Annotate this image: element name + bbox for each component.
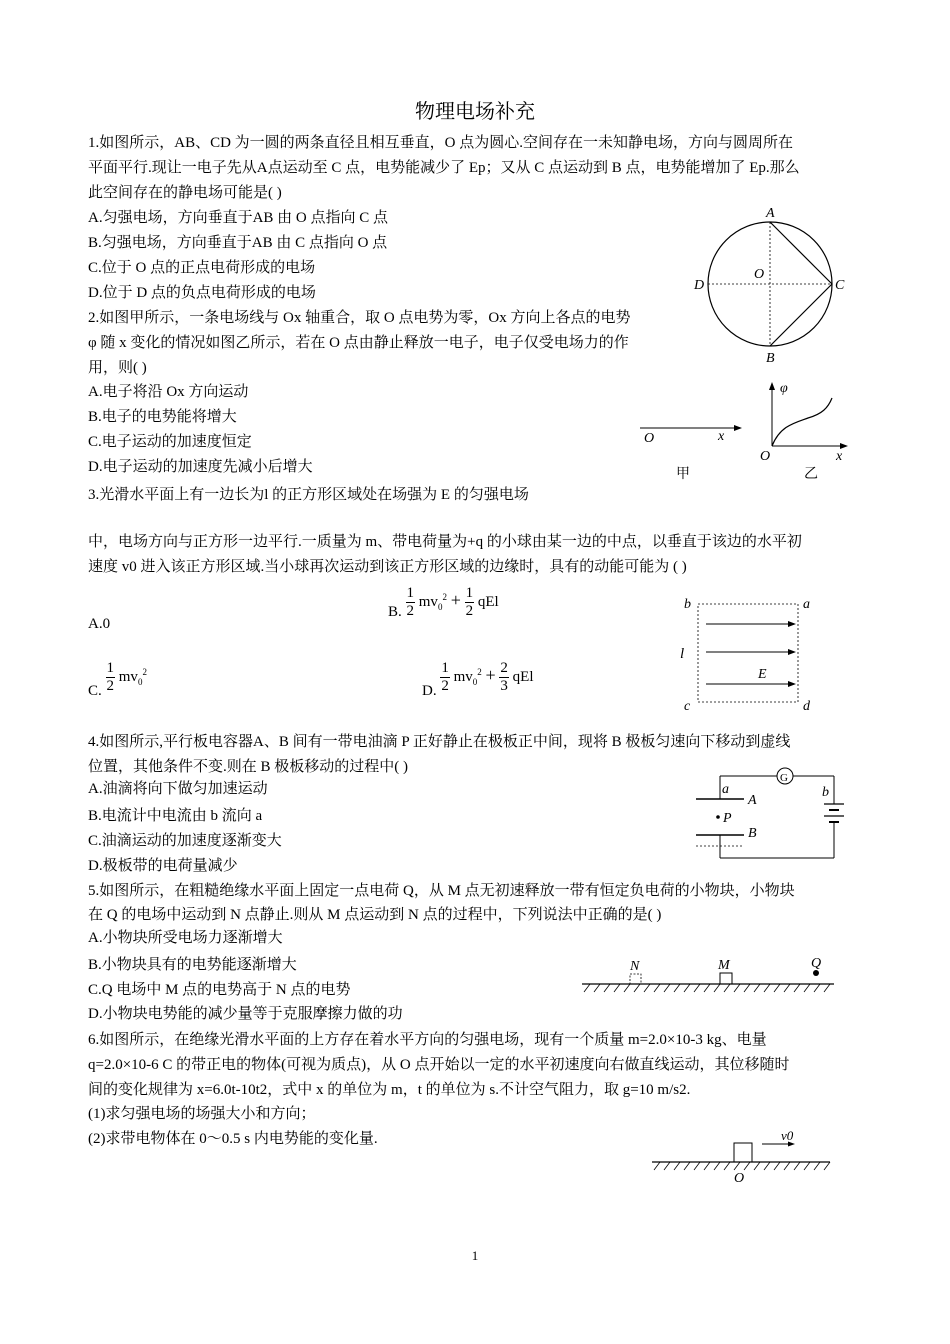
- q5-label-m: M: [718, 958, 730, 973]
- q4-option-a: A.油滴将向下做匀加速运动: [88, 781, 268, 797]
- fraction: [465, 585, 475, 620]
- fraction: [106, 660, 116, 695]
- q3-label-a: a: [803, 597, 810, 612]
- q3-option-b: [388, 585, 499, 621]
- q3-option-a: A.0: [88, 616, 111, 632]
- q4-option-c: C.油滴运动的加速度逐渐变大: [88, 833, 282, 849]
- fraction: [499, 660, 509, 695]
- q1-label-d: D: [694, 278, 705, 293]
- q5-option-b: B.小物块具有的电势能逐渐增大: [88, 957, 297, 973]
- q3-d-label: D.: [422, 682, 437, 699]
- q1-label-o: O: [754, 267, 765, 282]
- numerator: 1: [465, 585, 474, 601]
- superscript: 2: [142, 666, 147, 677]
- q1-label-c: C: [835, 278, 845, 293]
- q3-b-label: B.: [388, 603, 402, 620]
- q2-label-jia: 甲: [676, 467, 690, 482]
- q3-stem-line1: 3.光滑水平面上有一边长为l 的正方形区域处在场强为 E 的匀强电场: [88, 487, 529, 503]
- numerator: 2: [500, 660, 508, 676]
- subscript: 0: [472, 676, 478, 687]
- denominator: 2: [465, 603, 474, 619]
- mv-term: mv: [118, 668, 138, 685]
- q1-label-a: A: [766, 206, 775, 221]
- q3-square-field-diagram: [676, 592, 826, 718]
- q4-stem-line2: 位置，其他条件不变.则在 B 极板移动的过程中( ): [88, 759, 408, 775]
- q6-stem-line2: q=2.0×10-6 C 的带正电的物体(可视为质点)，从 O 点开始以一定的水平初速度向右做直线运动，其位移随时: [88, 1057, 790, 1073]
- q3-label-l: l: [680, 646, 685, 662]
- superscript: 2: [442, 591, 447, 602]
- q1-option-d: D.位于 D 点的负点电荷形成的电场: [88, 285, 316, 301]
- q6-label-o: O: [734, 1171, 745, 1186]
- q2-label-o2: O: [760, 449, 771, 464]
- q2-stem-line2: φ 随 x 变化的情况如图乙所示，若在 O 点由静止释放一电子，电子仅受电场力的作: [88, 335, 629, 351]
- q2-label-o1: O: [644, 431, 655, 446]
- q3-label-c: c: [684, 699, 691, 714]
- q5-option-c: C.Q 电场中 M 点的电势高于 N 点的电势: [88, 982, 351, 998]
- plus-sign: +: [450, 589, 461, 610]
- numerator: 1: [406, 585, 415, 601]
- qel-term: qEl: [477, 593, 499, 610]
- q6-label-v0: v0: [781, 1128, 794, 1143]
- q4-stem-line1: 4.如图所示,平行板电容器A、B 间有一带电油滴 P 正好静止在极板正中间，现将 B 极板匀速向下移动到虚线: [88, 734, 791, 750]
- q5-option-a: A.小物块所受电场力逐渐增大: [88, 930, 283, 946]
- q4-label-a-plate: A: [748, 793, 757, 808]
- numerator: 1: [441, 660, 449, 676]
- q1-option-b: B.匀强电场，方向垂直于AB 由 C 点指向 O 点: [88, 235, 388, 251]
- denominator: 2: [106, 678, 115, 694]
- denominator: 2: [441, 678, 449, 694]
- page-title: 物理电场补充: [415, 99, 535, 123]
- qel-term: qEl: [512, 668, 534, 685]
- subscript: 0: [137, 676, 143, 687]
- q4-option-d: D.极板带的电荷量减少: [88, 858, 238, 874]
- q6-part-2: (2)求带电物体在 0～0.5 s 内电势能的变化量.: [88, 1131, 378, 1147]
- q3-label-e: E: [758, 667, 767, 682]
- q1-circle-diagram: [688, 200, 858, 372]
- denominator: 2: [406, 603, 415, 619]
- q4-label-b-plate: B: [748, 826, 757, 841]
- q3-stem-line2: 中，电场方向与正方形一边平行.一质量为 m、带电荷量为+q 的小球由某一边的中点，以垂直于该边的水平初: [88, 534, 802, 550]
- q1-stem-line2: 平面平行.现让一电子先从A点运动至 C 点，电势能减少了 Ep；又从 C 点运动到 B 点，电势能增加了 Ep.那么: [88, 160, 800, 176]
- q4-option-b: B.电流计中电流由 b 流向 a: [88, 808, 263, 824]
- q4-label-p: P: [723, 811, 732, 826]
- fraction: [440, 660, 450, 695]
- q2-label-x1: x: [718, 429, 725, 444]
- q2-label-x2: x: [836, 449, 843, 464]
- q5-label-n: N: [630, 959, 640, 974]
- q6-motion-diagram: [648, 1126, 834, 1188]
- q5-stem-line1: 5.如图所示，在粗糙绝缘水平面上固定一点电荷 Q，从 M 点无初速释放一带有恒定负电荷的小物块，小物块: [88, 883, 795, 899]
- q4-galvanometer-icon: G: [780, 772, 788, 784]
- q6-stem-line1: 6.如图所示，在绝缘光滑水平面的上方存在着水平方向的匀强电场，现有一个质量 m=2.0×10-3 kg、电量: [88, 1032, 767, 1048]
- q5-option-d: D.小物块电势能的减少量等于克服摩擦力做的功: [88, 1006, 403, 1022]
- subscript: 0: [437, 601, 443, 612]
- q3-label-b: b: [684, 597, 691, 612]
- q2-stem-line1: 2.如图甲所示，一条电场线与 Ox 轴重合，取 O 点电势为零，Ox 方向上各点的电势: [88, 310, 631, 326]
- mv-term: mv: [453, 668, 473, 685]
- q2-stem-line3: 用，则( ): [88, 360, 147, 376]
- plus-sign: +: [485, 664, 496, 685]
- q1-label-b: B: [766, 351, 775, 366]
- mv-term: mv: [418, 593, 438, 610]
- fraction: [406, 585, 416, 620]
- q2-option-c: C.电子运动的加速度恒定: [88, 434, 252, 450]
- denominator: 3: [500, 678, 508, 694]
- q2-field-diagrams: [630, 378, 860, 488]
- q3-c-label: C.: [88, 682, 102, 699]
- q2-option-d: D.电子运动的加速度先减小后增大: [88, 459, 313, 475]
- q4-capacitor-circuit: [680, 766, 850, 862]
- q6-stem-line3: 间的变化规律为 x=6.0t-10t2，式中 x 的单位为 m，t 的单位为 s.不计空气阻力，取 g=10 m/s2.: [88, 1082, 691, 1098]
- superscript: 2: [477, 666, 482, 677]
- q2-label-phi: φ: [780, 381, 788, 396]
- q5-surface-diagram: [578, 952, 840, 998]
- q3-stem-line3: 速度 v0 进入该正方形区域.当小球再次运动到该正方形区域的边缘时，具有的动能可能为 ( ): [88, 559, 687, 575]
- q1-option-c: C.位于 O 点的正点电荷形成的电场: [88, 260, 316, 276]
- q6-part-1: (1)求匀强电场的场强大小和方向；: [88, 1106, 316, 1122]
- numerator: 1: [106, 660, 115, 676]
- q3-label-d: d: [803, 699, 810, 714]
- q3-option-c: [88, 660, 147, 700]
- q5-label-q: Q: [811, 956, 822, 971]
- q1-stem-line1: 1.如图所示，AB、CD 为一圆的两条直径且相互垂直，O 点为圆心.空间存在一未知静电场，方向与圆周所在: [88, 135, 794, 151]
- q2-option-a: A.电子将沿 Ox 方向运动: [88, 384, 249, 400]
- q5-stem-line2: 在 Q 的电场中运动到 N 点静止.则从 M 点运动到 N 点的过程中，下列说法中正确的是( ): [88, 907, 662, 923]
- q1-option-a: A.匀强电场，方向垂直于AB 由 O 点指向 C 点: [88, 210, 389, 226]
- q3-option-d: [422, 660, 534, 700]
- q2-label-yi: 乙: [804, 467, 818, 482]
- page-number: 1: [471, 1248, 479, 1263]
- q1-stem-line3: 此空间存在的静电场可能是( ): [88, 185, 282, 201]
- q2-option-b: B.电子的电势能将增大: [88, 409, 237, 425]
- q4-label-b-small: b: [822, 785, 829, 800]
- q4-label-a-small: a: [722, 782, 729, 797]
